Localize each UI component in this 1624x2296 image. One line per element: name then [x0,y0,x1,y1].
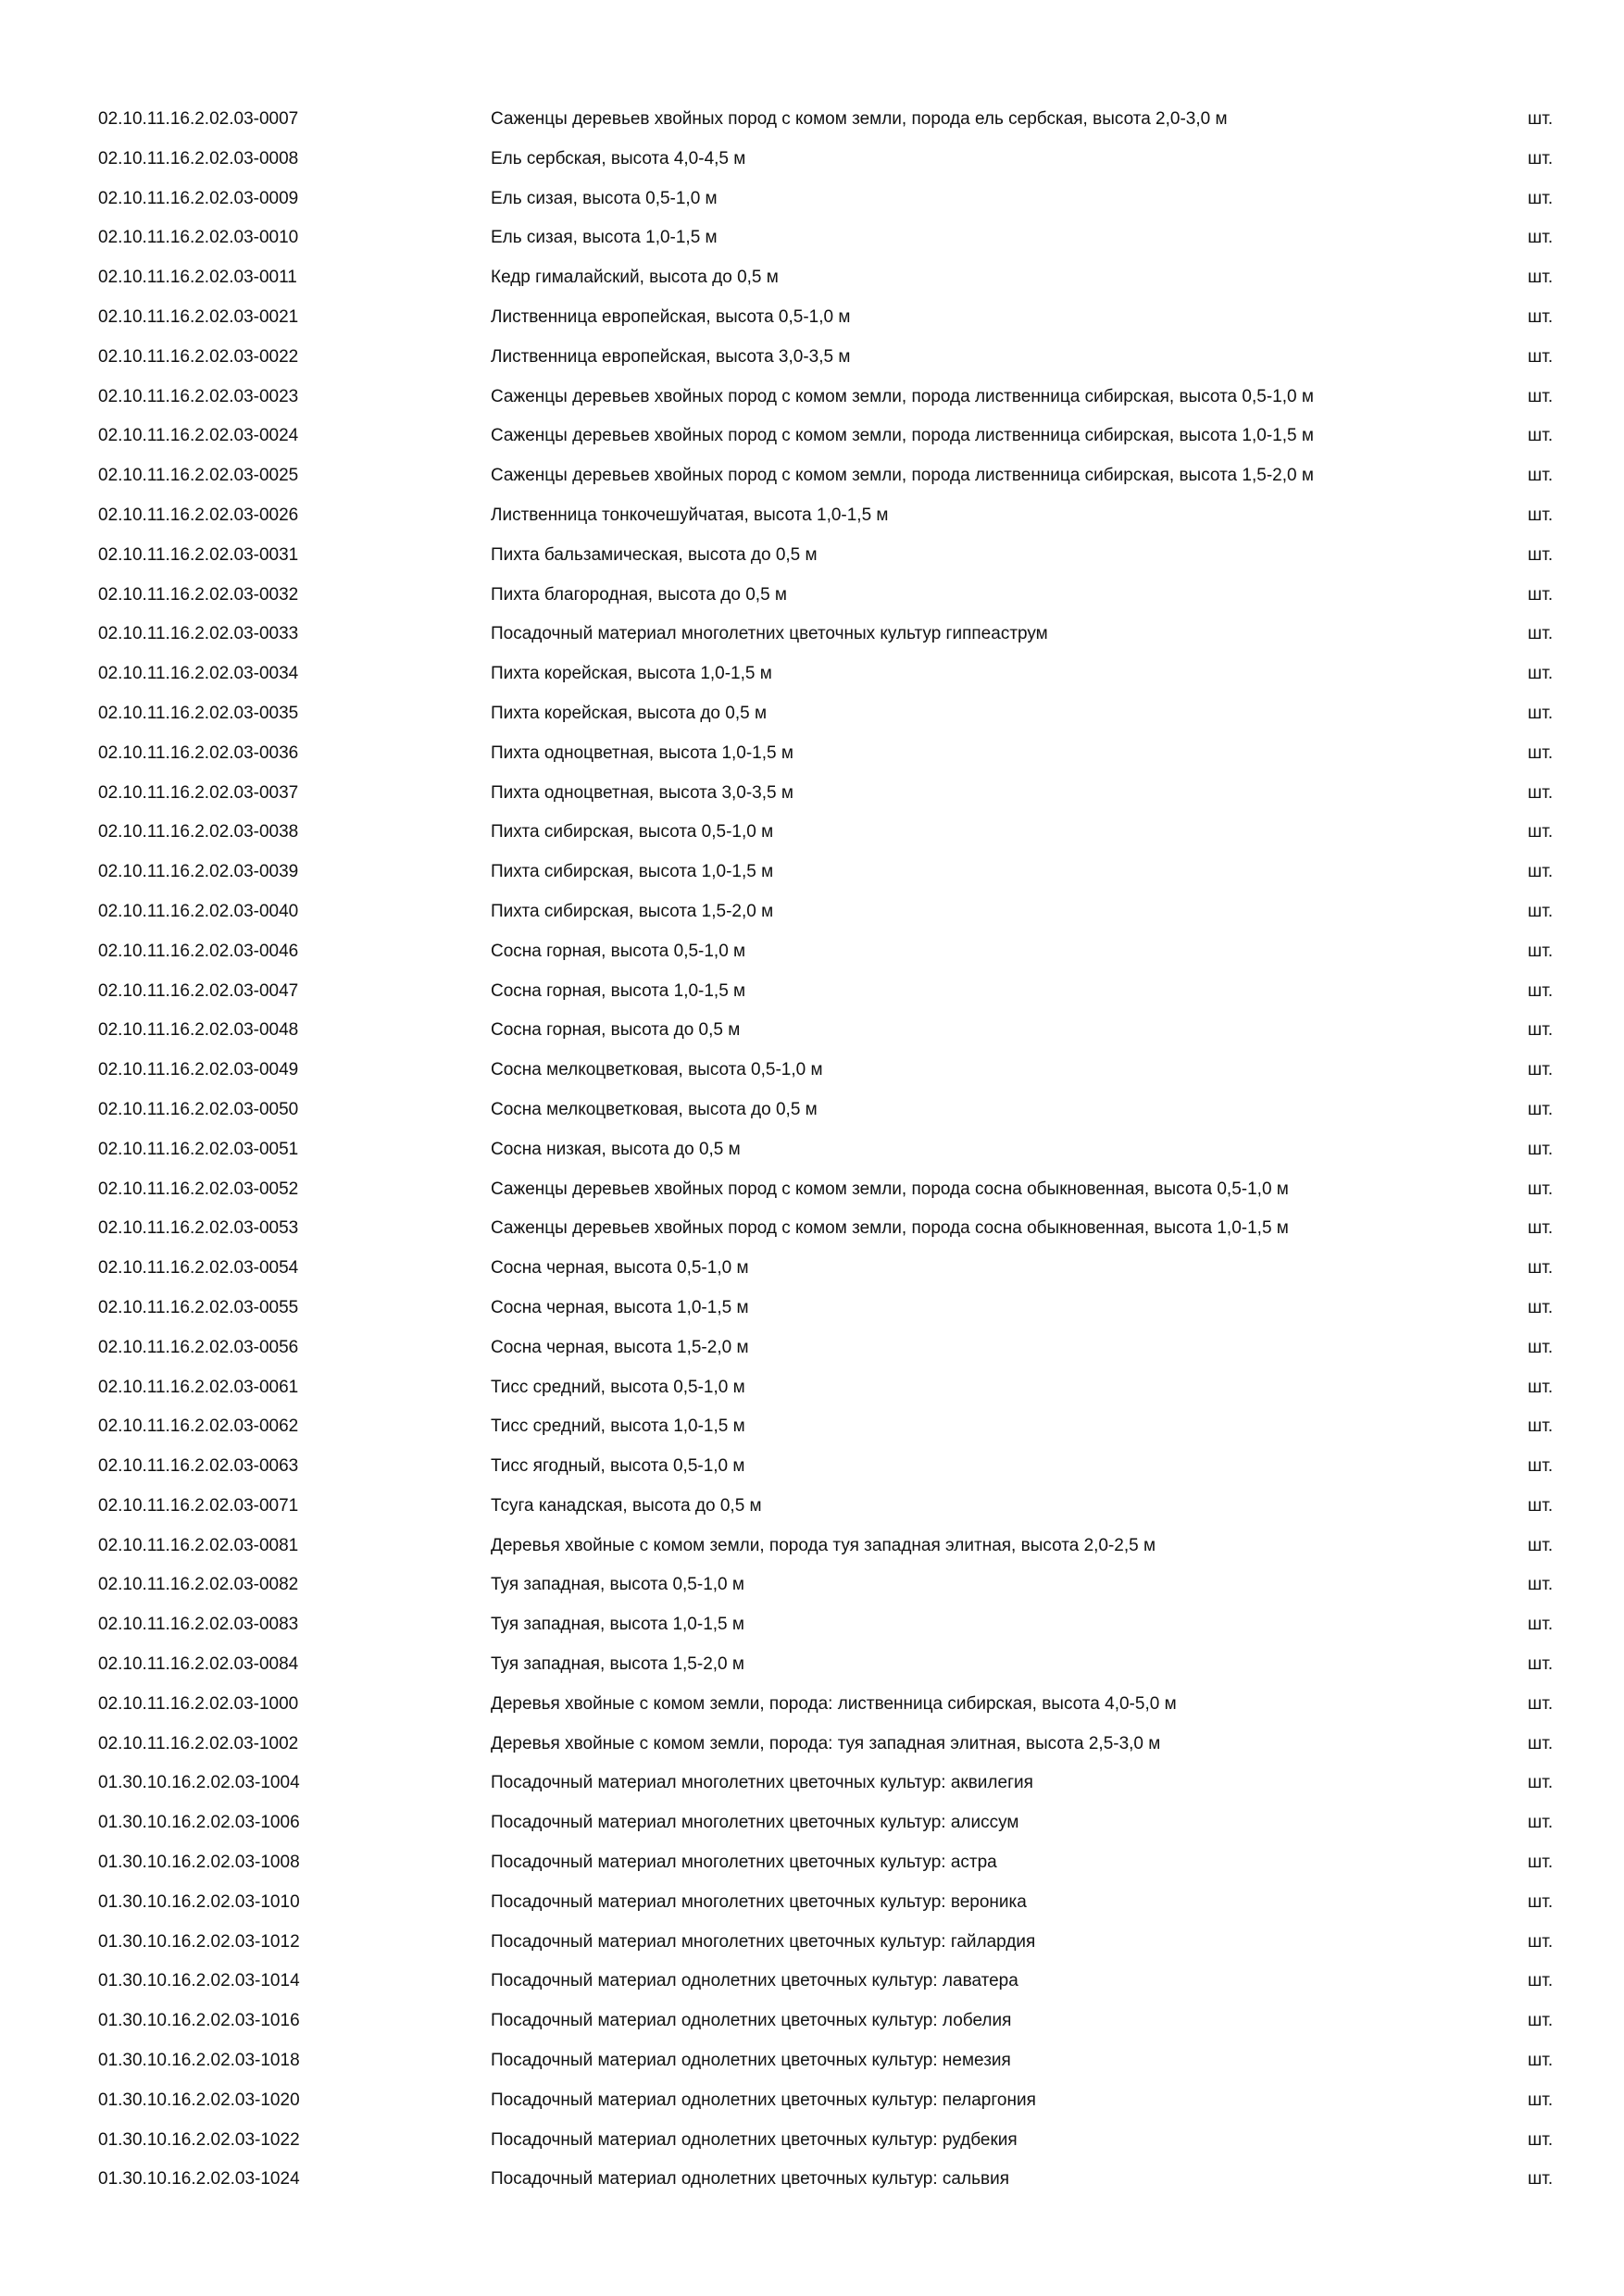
row-code: 02.10.11.16.2.02.03-0021 [98,306,299,327]
table-row [0,615,1624,655]
table-row [0,1843,1624,1883]
row-code: 02.10.11.16.2.02.03-0010 [98,228,299,248]
row-code: 02.10.11.16.2.02.03-1000 [98,1693,299,1714]
row-name: Пихта сибирская, высота 1,5-2,0 м [491,901,774,921]
row-code: 02.10.11.16.2.02.03-0050 [98,1099,299,1119]
row-name: Саженцы деревьев хвойных пород с комом земли, порода ель сербская, высота 2,0-3,0 м [491,109,1228,129]
row-code: 02.10.11.16.2.02.03-0035 [98,703,299,723]
row-code: 02.10.11.16.2.02.03-0026 [98,505,299,525]
row-unit: шт. [1528,2011,1554,2031]
table-row [0,1249,1624,1289]
row-code: 02.10.11.16.2.02.03-0034 [98,664,299,684]
row-code: 02.10.11.16.2.02.03-0071 [98,1495,299,1516]
table-row [0,1447,1624,1487]
document-table [0,100,1624,2200]
row-name: Пихта одноцветная, высота 3,0-3,5 м [491,782,793,803]
row-name: Туя западная, высота 0,5-1,0 м [491,1575,744,1595]
row-unit: шт. [1528,703,1554,723]
row-name: Пихта корейская, высота 1,0-1,5 м [491,664,772,684]
row-unit: шт. [1528,1179,1554,1199]
table-row [0,1130,1624,1170]
row-unit: шт. [1528,188,1554,208]
row-unit: шт. [1528,901,1554,921]
row-name: Посадочный материал многолетних цветочных культур: аквилегия [491,1773,1033,1793]
row-unit: шт. [1528,584,1554,605]
row-name: Пихта одноцветная, высота 1,0-1,5 м [491,742,793,763]
row-unit: шт. [1528,1693,1554,1714]
row-name: Тсуга канадская, высота до 0,5 м [491,1495,762,1516]
row-code: 02.10.11.16.2.02.03-0025 [98,466,299,486]
table-row [0,100,1624,140]
row-name: Пихта корейская, высота до 0,5 м [491,703,768,723]
table-row [0,2160,1624,2200]
table-row [0,536,1624,576]
row-name: Посадочный материал однолетних цветочных культур: лаватера [491,1971,1018,1991]
row-name: Сосна черная, высота 1,5-2,0 м [491,1337,749,1357]
row-name: Ель сизая, высота 1,0-1,5 м [491,228,718,248]
row-code: 02.10.11.16.2.02.03-0063 [98,1456,299,1477]
row-code: 02.10.11.16.2.02.03-0024 [98,426,299,446]
row-code: 02.10.11.16.2.02.03-0048 [98,1020,299,1041]
row-name: Сосна черная, высота 0,5-1,0 м [491,1258,749,1279]
row-code: 01.30.10.16.2.02.03-1014 [98,1971,300,1991]
row-unit: шт. [1528,2051,1554,2071]
row-unit: шт. [1528,1456,1554,1477]
row-unit: шт. [1528,1773,1554,1793]
table-row [0,1725,1624,1765]
row-code: 02.10.11.16.2.02.03-0084 [98,1654,299,1675]
table-row [0,2081,1624,2121]
row-unit: шт. [1528,505,1554,525]
row-code: 02.10.11.16.2.02.03-1002 [98,1733,299,1753]
table-row [0,496,1624,536]
row-unit: шт. [1528,782,1554,803]
row-code: 02.10.11.16.2.02.03-0062 [98,1416,299,1437]
row-name: Саженцы деревьев хвойных пород с комом земли, порода сосна обыкновенная, высота 0,5-1,0 м [491,1179,1289,1199]
row-code: 02.10.11.16.2.02.03-0031 [98,544,299,565]
row-unit: шт. [1528,1377,1554,1397]
table-row [0,456,1624,496]
row-code: 02.10.11.16.2.02.03-0051 [98,1139,299,1159]
table-row [0,1091,1624,1130]
table-row [0,1685,1624,1725]
row-unit: шт. [1528,426,1554,446]
row-name: Посадочный материал однолетних цветочных культур: рудбекия [491,2129,1018,2150]
row-name: Деревья хвойные с комом земли, порода: туя западная элитная, высота 2,5-3,0 м [491,1733,1161,1753]
table-row [0,1923,1624,1963]
row-name: Посадочный материал многолетних цветочных культур гиппеаструм [491,624,1048,644]
row-name: Кедр гималайский, высота до 0,5 м [491,268,779,288]
table-row [0,576,1624,616]
table-row [0,694,1624,734]
row-unit: шт. [1528,1971,1554,1991]
row-code: 02.10.11.16.2.02.03-0011 [98,268,297,288]
table-row [0,892,1624,932]
table-row [0,853,1624,892]
row-unit: шт. [1528,1416,1554,1437]
table-row [0,1407,1624,1447]
row-code: 02.10.11.16.2.02.03-0053 [98,1218,299,1239]
table-row [0,2121,1624,2161]
row-unit: шт. [1528,2129,1554,2150]
row-unit: шт. [1528,268,1554,288]
row-unit: шт. [1528,1218,1554,1239]
row-unit: шт. [1528,1258,1554,1279]
row-unit: шт. [1528,1020,1554,1041]
row-unit: шт. [1528,1853,1554,1873]
row-code: 02.10.11.16.2.02.03-0054 [98,1258,299,1279]
table-row [0,1209,1624,1249]
row-name: Сосна черная, высота 1,0-1,5 м [491,1297,749,1317]
table-row [0,1527,1624,1566]
table-row [0,1170,1624,1210]
row-name: Саженцы деревьев хвойных пород с комом земли, порода лиственница сибирская, высота 1,5-2,0 м [491,466,1314,486]
row-code: 02.10.11.16.2.02.03-0047 [98,980,299,1001]
row-name: Сосна мелкоцветковая, высота до 0,5 м [491,1099,818,1119]
row-code: 02.10.11.16.2.02.03-0037 [98,782,299,803]
row-unit: шт. [1528,2090,1554,2110]
table-row [0,1329,1624,1368]
row-code: 02.10.11.16.2.02.03-0023 [98,386,299,406]
row-name: Пихта бальзамическая, высота до 0,5 м [491,544,818,565]
row-code: 02.10.11.16.2.02.03-0046 [98,941,299,961]
table-row [0,1645,1624,1685]
row-name: Сосна горная, высота 1,0-1,5 м [491,980,746,1001]
row-name: Пихта сибирская, высота 0,5-1,0 м [491,822,774,842]
row-unit: шт. [1528,941,1554,961]
row-name: Туя западная, высота 1,5-2,0 м [491,1654,744,1675]
row-code: 02.10.11.16.2.02.03-0083 [98,1615,299,1635]
row-code: 01.30.10.16.2.02.03-1004 [98,1773,300,1793]
row-code: 02.10.11.16.2.02.03-0036 [98,742,299,763]
table-row [0,258,1624,298]
table-row [0,1487,1624,1527]
row-code: 02.10.11.16.2.02.03-0055 [98,1297,299,1317]
row-unit: шт. [1528,1575,1554,1595]
row-name: Посадочный материал однолетних цветочных культур: немезия [491,2051,1011,2071]
row-code: 01.30.10.16.2.02.03-1008 [98,1853,300,1873]
table-row [0,417,1624,456]
row-unit: шт. [1528,346,1554,367]
row-code: 01.30.10.16.2.02.03-1016 [98,2011,300,2031]
row-unit: шт. [1528,148,1554,168]
row-unit: шт. [1528,1535,1554,1555]
row-name: Посадочный материал однолетних цветочных культур: сальвия [491,2169,1009,2190]
row-name: Сосна мелкоцветковая, высота 0,5-1,0 м [491,1060,823,1080]
row-unit: шт. [1528,386,1554,406]
row-unit: шт. [1528,228,1554,248]
row-name: Ель сизая, высота 0,5-1,0 м [491,188,718,208]
row-name: Лиственница европейская, высота 0,5-1,0 м [491,306,851,327]
row-code: 02.10.11.16.2.02.03-0082 [98,1575,299,1595]
row-code: 02.10.11.16.2.02.03-0039 [98,862,299,882]
row-name: Пихта благородная, высота до 0,5 м [491,584,787,605]
row-code: 02.10.11.16.2.02.03-0032 [98,584,299,605]
table-row [0,1566,1624,1605]
row-code: 02.10.11.16.2.02.03-0008 [98,148,299,168]
row-unit: шт. [1528,664,1554,684]
table-row [0,1289,1624,1329]
row-name: Туя западная, высота 1,0-1,5 м [491,1615,744,1635]
row-code: 02.10.11.16.2.02.03-0049 [98,1060,299,1080]
row-code: 01.30.10.16.2.02.03-1020 [98,2090,300,2110]
row-name: Посадочный материал многолетних цветочных культур: гайлардия [491,1931,1036,1952]
table-row [0,1962,1624,2002]
table-row [0,1051,1624,1091]
row-code: 02.10.11.16.2.02.03-0081 [98,1535,299,1555]
table-row [0,655,1624,694]
row-code: 02.10.11.16.2.02.03-0056 [98,1337,299,1357]
row-name: Тисс средний, высота 1,0-1,5 м [491,1416,745,1437]
row-unit: шт. [1528,2169,1554,2190]
row-unit: шт. [1528,1733,1554,1753]
table-row [0,338,1624,378]
row-name: Лиственница европейская, высота 3,0-3,5 м [491,346,851,367]
row-code: 01.30.10.16.2.02.03-1024 [98,2169,300,2190]
table-row [0,813,1624,853]
row-unit: шт. [1528,466,1554,486]
row-name: Деревья хвойные с комом земли, порода: лиственница сибирская, высота 4,0-5,0 м [491,1693,1177,1714]
row-unit: шт. [1528,1891,1554,1912]
row-name: Сосна низкая, высота до 0,5 м [491,1139,741,1159]
row-unit: шт. [1528,1813,1554,1833]
row-name: Посадочный материал однолетних цветочных культур: лобелия [491,2011,1012,2031]
row-unit: шт. [1528,1139,1554,1159]
row-name: Посадочный материал однолетних цветочных культур: пеларгония [491,2090,1036,2110]
row-code: 02.10.11.16.2.02.03-0009 [98,188,299,208]
row-name: Деревья хвойные с комом земли, порода туя западная элитная, высота 2,0-2,5 м [491,1535,1156,1555]
row-unit: шт. [1528,1060,1554,1080]
row-code: 02.10.11.16.2.02.03-0061 [98,1377,299,1397]
row-code: 01.30.10.16.2.02.03-1006 [98,1813,300,1833]
row-name: Лиственница тонкочешуйчатая, высота 1,0-1,5 м [491,505,889,525]
table-row [0,734,1624,774]
row-code: 02.10.11.16.2.02.03-0052 [98,1179,299,1199]
row-unit: шт. [1528,822,1554,842]
table-row [0,2002,1624,2041]
row-unit: шт. [1528,1099,1554,1119]
row-unit: шт. [1528,544,1554,565]
table-row [0,1011,1624,1051]
row-unit: шт. [1528,1615,1554,1635]
row-code: 01.30.10.16.2.02.03-1012 [98,1931,300,1952]
row-unit: шт. [1528,1337,1554,1357]
row-name: Сосна горная, высота до 0,5 м [491,1020,741,1041]
row-code: 02.10.11.16.2.02.03-0022 [98,346,299,367]
table-row [0,774,1624,814]
row-unit: шт. [1528,109,1554,129]
table-row [0,1605,1624,1645]
row-name: Саженцы деревьев хвойных пород с комом земли, порода лиственница сибирская, высота 0,5-1,0 м [491,386,1314,406]
table-row [0,140,1624,180]
row-unit: шт. [1528,1495,1554,1516]
table-row [0,180,1624,219]
table-row [0,1368,1624,1408]
row-code: 01.30.10.16.2.02.03-1022 [98,2129,300,2150]
row-unit: шт. [1528,1654,1554,1675]
row-name: Посадочный материал многолетних цветочных культур: астра [491,1853,997,1873]
row-unit: шт. [1528,980,1554,1001]
row-unit: шт. [1528,742,1554,763]
table-row [0,1883,1624,1923]
row-code: 02.10.11.16.2.02.03-0007 [98,109,299,129]
row-name: Посадочный материал многолетних цветочных культур: вероника [491,1891,1027,1912]
row-name: Саженцы деревьев хвойных пород с комом земли, порода лиственница сибирская, высота 1,0-1,5 м [491,426,1314,446]
row-name: Тисс средний, высота 0,5-1,0 м [491,1377,745,1397]
row-name: Пихта сибирская, высота 1,0-1,5 м [491,862,774,882]
row-code: 02.10.11.16.2.02.03-0038 [98,822,299,842]
row-unit: шт. [1528,1297,1554,1317]
row-code: 01.30.10.16.2.02.03-1010 [98,1891,300,1912]
row-unit: шт. [1528,862,1554,882]
row-name: Посадочный материал многолетних цветочных культур: алиссум [491,1813,1019,1833]
row-name: Тисс ягодный, высота 0,5-1,0 м [491,1456,745,1477]
row-unit: шт. [1528,306,1554,327]
row-code: 02.10.11.16.2.02.03-0040 [98,901,299,921]
table-row [0,298,1624,338]
table-row [0,2041,1624,2081]
table-row [0,378,1624,418]
row-name: Саженцы деревьев хвойных пород с комом земли, порода сосна обыкновенная, высота 1,0-1,5 м [491,1218,1289,1239]
table-row [0,1764,1624,1803]
row-name: Сосна горная, высота 0,5-1,0 м [491,941,746,961]
row-code: 02.10.11.16.2.02.03-0033 [98,624,299,644]
row-name: Ель сербская, высота 4,0-4,5 м [491,148,746,168]
row-unit: шт. [1528,624,1554,644]
table-row [0,972,1624,1012]
row-unit: шт. [1528,1931,1554,1952]
row-code: 01.30.10.16.2.02.03-1018 [98,2051,300,2071]
table-row [0,1803,1624,1843]
table-row [0,218,1624,258]
table-row [0,932,1624,972]
